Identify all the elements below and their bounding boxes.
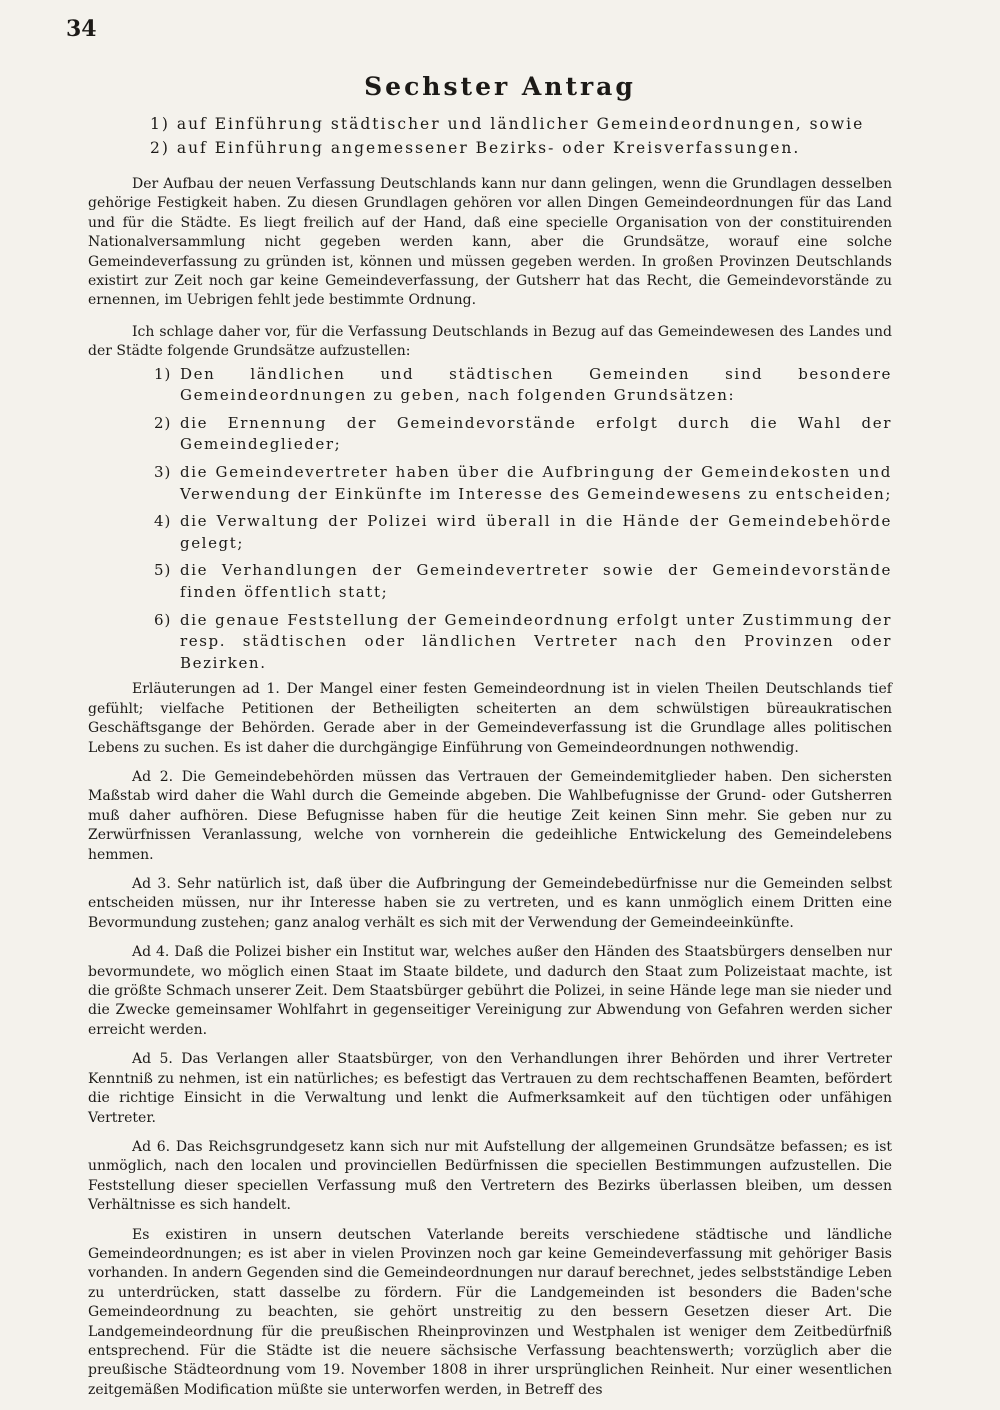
explanation-paragraph: Es existiren in unsern deutschen Vaterlande bereits verschiedene städtische und ländliche Gemeindeordnungen; es ist aber in vielen Provinzen noch gar keine Gemeindeverfassung mit gehöriger Basis vorhanden. In andern Gegenden sind die Gemeindeordnungen nur darauf berechnet, jedes selbstständige Leben zu unterdrücken, statt dasselbe zu fördern. Für die Landgemeinden ist besonders die Baden'sche Gemeindeordnung zu beachten, sie gehört unstreitig zu den bessern Gesetzen dieser Art. Die Landgemeindeordnung für die preußischen Rheinprovinzen und Westphalen ist weniger dem Zeitbedürfniß entsprechend. Für die Städte ist die neuere sächsische Verfassung beachtenswerth; vorzüglich aber die preußische Städteordnung vom 19. November 1808 in ihrer ursprünglichen Reinheit. Nur einer wesentlichen zeitgemäßen Modification müßte sie unterworfen werden, in Betreff des xyxy=(88,1226,892,1398)
proposal-number: 6) xyxy=(154,610,172,629)
proposal-item xyxy=(154,413,892,456)
proposal-item xyxy=(154,511,892,554)
motion-list xyxy=(150,112,890,160)
proposal-text: die Ernennung der Gemeindevorstände erfolgt durch die Wahl der Gemeindeglieder; xyxy=(180,413,892,454)
proposal-item xyxy=(154,462,892,505)
proposal-number: 4) xyxy=(154,512,172,531)
proposal-item xyxy=(154,364,892,407)
proposal-number: 2) xyxy=(154,413,172,432)
proposal-list xyxy=(154,364,892,675)
proposal-text: die Gemeindevertreter haben über die Aufbringung der Gemeindekosten und Verwendung der Einkünfte im Interesse des Gemeindewesens zu entscheiden; xyxy=(180,463,892,503)
proposal-item xyxy=(154,610,892,675)
explanation-paragraph: Erläuterungen ad 1. Der Mangel einer festen Gemeindeordnung ist in vielen Theilen Deutschlands tief gefühlt; vielfache Petitionen der Betheiligten scheiterten an dem schwülstigen büreaukratischen Geschäftsgange der Behörden. Gerade aber in der Gemeindeverfassung ist die Grundlage alles politischen Lebens zu suchen. Es ist daher die durchgängige Einführung von Gemeindeordnungen nothwendig. xyxy=(88,681,892,756)
main-text xyxy=(88,175,892,1410)
motion-item: 1) auf Einführung städtischer und ländlicher Gemeindeordnungen, sowie xyxy=(150,115,865,133)
proposal-text: die Verwaltung der Polizei wird überall in die Hände der Gemeindebehörde gelegt; xyxy=(180,512,892,552)
explanations xyxy=(88,680,892,1400)
motion-item: 2) auf Einführung angemessener Bezirks- oder Kreisverfassungen. xyxy=(150,139,801,157)
proposal-number: 3) xyxy=(154,463,172,482)
explanation-paragraph: Ad 5. Das Verlangen aller Staatsbürger, von den Verhandlungen ihrer Behörden und ihrer Vertreter Kenntniß zu nehmen, ist ein natürliches; es befestigt das Vertrauen zu dem rechtschaffenen Beamten, befördert die richtige Einsicht in die Verwaltung und lenkt die Aufmerksamkeit auf den tüchtigen oder unfähigen Vertreter. xyxy=(88,1051,892,1126)
page-number: 34 xyxy=(66,16,97,42)
intro-paragraph: Der Aufbau der neuen Verfassung Deutschlands kann nur dann gelingen, wenn die Grundlagen desselben gehörige Festigkeit haben. Zu diesen Grundlagen gehören vor allen Dingen Gemeindeordnungen für das Land und für die Städte. Es liegt freilich auf der Hand, daß eine specielle Organisation von der constituirenden Nationalversammlung nicht gegeben werden kann, aber die Grundsätze, worauf eine solche Gemeindeverfassung zu gründen ist, können und müssen gegeben werden. In großen Provinzen Deutschlands existirt zur Zeit noch gar keine Gemeindeverfassung, der Gutsherr hat das Recht, die Gemeindevorstände zu ernennen, im Uebrigen fehlt jede bestimmte Ordnung. xyxy=(88,176,892,309)
proposal-number: 1) xyxy=(154,364,172,383)
proposal-text: Den ländlichen und städtischen Gemeinden sind besondere Gemeindeordnungen zu geben, nach folgenden Grundsätzen: xyxy=(180,364,892,405)
proposal-text: die genaue Feststellung der Gemeindeordnung erfolgt unter Zustimmung der resp. städtischen oder ländlichen Vertreter nach den Provinzen oder Bezirken. xyxy=(180,610,892,672)
explanation-paragraph: Ad 6. Das Reichsgrundgesetz kann sich nur mit Aufstellung der allgemeinen Grundsätze befassen; es ist unmöglich, nach den localen und provinciellen Bedürfnissen die speciellen Bestimmungen aufzustellen. Die Feststellung dieser speciellen Verfassung muß den Vertretern des Bezirks überlassen bleiben, um dessen Verhältnisse es sich handelt. xyxy=(88,1138,892,1214)
proposal-number: 5) xyxy=(154,561,172,580)
explanation-paragraph: Ad 2. Die Gemeindebehörden müssen das Vertrauen der Gemeindemitglieder haben. Den sichersten Maßstab wird daher die Wahl durch die Gemeinde abgeben. Die Wahlbefugnisse der Grund- oder Gutsherren muß daher aufhören. Diese Befugnisse haben für die heutige Zeit keinen Sinn mehr. Sie geben nur zu Zerwürfnissen Veranlassung, welche von vornherein die gedeihliche Entwickelung des Gemeindelebens hemmen. xyxy=(88,769,892,863)
proposal-intro: Ich schlage daher vor, für die Verfassung Deutschlands in Bezug auf das Gemeindewesen des Landes und der Städte folgende Grundsätze aufzustellen: xyxy=(88,323,892,360)
explanation-paragraph: Ad 3. Sehr natürlich ist, daß über die Aufbringung der Gemeindebedürfnisse nur die Gemeinden selbst entscheiden müssen, nur ihr Interesse haben sie zu vertreten, und es kann unmöglich einem Dritten eine Bevormundung zustehen; ganz analog verhält es sich mit der Verwendung der Gemeindeeinkünfte. xyxy=(88,876,892,931)
proposal-item xyxy=(154,560,892,603)
section-heading: Sechster Antrag xyxy=(364,72,636,101)
explanation-paragraph: Ad 4. Daß die Polizei bisher ein Institut war, welches außer den Händen des Staatsbürgers denselben nur bevormundete, wo möglich einen Staat im Staate bildete, und dadurch den Staat zum Polizeistaat machte, ist die größte Schmach unserer Zeit. Dem Staatsbürger gebührt die Polizei, in seine Hände lege man sie nieder und die Zwecke gemeinsamer Wohlfahrt in gegenseitiger Vereinigung zur Abwendung von Gefahren werden sicher erreicht werden. xyxy=(88,944,892,1038)
proposal-text: die Verhandlungen der Gemeindevertreter sowie der Gemeindevorstände finden öffentlich statt; xyxy=(180,561,892,601)
